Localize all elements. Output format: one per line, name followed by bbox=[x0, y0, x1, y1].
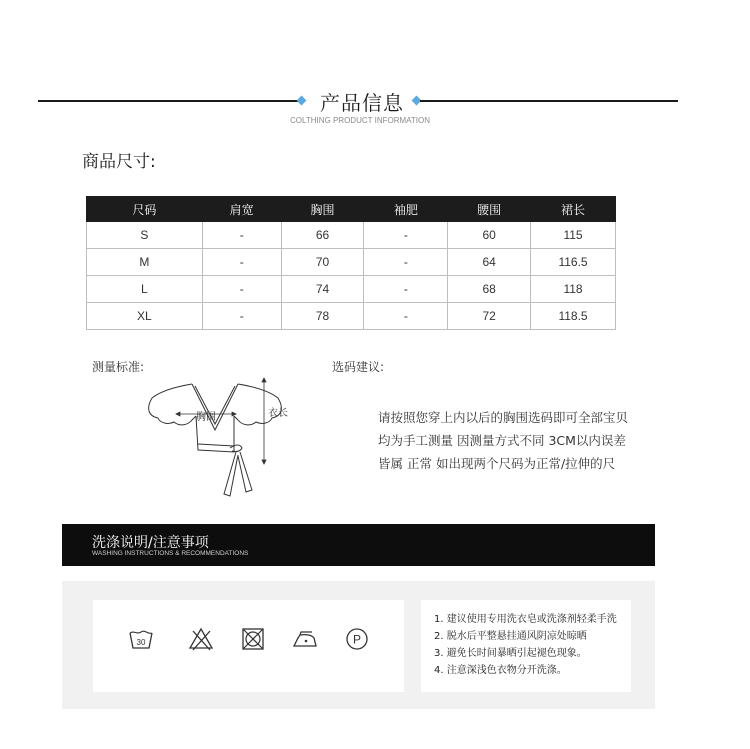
length-label: 衣长 bbox=[268, 408, 288, 419]
advice-line: 均为手工测量 因测量方式不同 3CM以内误差 bbox=[378, 433, 626, 448]
size-section-title: 商品尺寸: bbox=[82, 152, 156, 172]
advice-line: 请按照您穿上内以后的胸围选码即可全部宝贝 bbox=[378, 410, 629, 425]
iron-low-icon bbox=[292, 626, 318, 652]
wrap-top-drawing bbox=[140, 372, 300, 517]
measure-label: 测量标准: bbox=[92, 360, 145, 374]
table-row bbox=[87, 276, 616, 303]
garment-illustration bbox=[140, 372, 300, 517]
table-cell: 60 bbox=[448, 222, 531, 249]
list-item: 3. 避免长时间暴晒引起褪色现象。 bbox=[434, 648, 587, 659]
table-cell: XL bbox=[87, 303, 203, 330]
table-cell: 116.5 bbox=[531, 249, 616, 276]
table-row bbox=[87, 303, 616, 330]
table-cell: 78 bbox=[281, 303, 364, 330]
washing-subtitle: WASHING INSTRUCTIONS & RECOMMENDATIONS bbox=[92, 550, 249, 557]
list-item: 2. 脱水后平整悬挂通风阴凉处晾晒 bbox=[434, 631, 587, 642]
table-cell: 115 bbox=[531, 222, 616, 249]
column-header-bust: 胸围 bbox=[281, 197, 364, 222]
table-cell: M bbox=[87, 249, 203, 276]
wash-temp-label: 30 bbox=[136, 638, 146, 647]
size-advice bbox=[378, 406, 638, 475]
column-header-sleeve: 袖肥 bbox=[364, 197, 448, 222]
table-cell: - bbox=[364, 303, 448, 330]
no-tumble-dry-icon bbox=[240, 626, 266, 652]
table-cell: - bbox=[364, 249, 448, 276]
table-cell: 72 bbox=[448, 303, 531, 330]
table-cell: 66 bbox=[281, 222, 364, 249]
table-cell: 68 bbox=[448, 276, 531, 303]
table-cell: - bbox=[202, 276, 281, 303]
washing-title: 洗涤说明/注意事项 bbox=[92, 535, 209, 551]
list-item: 1. 建议使用专用洗衣皂或洗涤剂轻柔手洗 bbox=[434, 614, 617, 625]
header-rule-right bbox=[420, 100, 678, 102]
table-row bbox=[87, 249, 616, 276]
size-table bbox=[86, 196, 616, 330]
advice-line: 皆属 正常 如出现两个尺码为正常/拉伸的尺 bbox=[378, 456, 616, 471]
table-cell: 70 bbox=[281, 249, 364, 276]
chest-label: 胸围 bbox=[196, 412, 216, 423]
page-title: 产品信息 bbox=[320, 91, 404, 115]
table-cell: L bbox=[87, 276, 203, 303]
table-cell: - bbox=[202, 222, 281, 249]
table-cell: - bbox=[202, 249, 281, 276]
page-subtitle: COLTHING PRODUCT INFORMATION bbox=[290, 116, 430, 125]
table-row bbox=[87, 222, 616, 249]
table-cell: 118 bbox=[531, 276, 616, 303]
size-table-header bbox=[87, 197, 616, 222]
table-cell: 74 bbox=[281, 276, 364, 303]
table-cell: S bbox=[87, 222, 203, 249]
column-header-shoulder: 肩宽 bbox=[202, 197, 281, 222]
column-header-length: 裙长 bbox=[531, 197, 616, 222]
dry-clean-letter: P bbox=[352, 632, 362, 647]
care-notes-list bbox=[434, 611, 630, 679]
dry-clean-p-icon bbox=[344, 626, 370, 652]
size-suggestion-label: 选码建议: bbox=[332, 360, 385, 374]
table-cell: 64 bbox=[448, 249, 531, 276]
list-item: 4. 注意深浅色衣物分开洗涤。 bbox=[434, 665, 567, 676]
table-cell: - bbox=[364, 222, 448, 249]
table-cell: - bbox=[364, 276, 448, 303]
table-cell: - bbox=[202, 303, 281, 330]
table-cell: 118.5 bbox=[531, 303, 616, 330]
column-header-waist: 腰围 bbox=[448, 197, 531, 222]
wash-30-icon bbox=[128, 626, 154, 652]
no-bleach-icon bbox=[188, 626, 214, 652]
header-diamond-left-icon bbox=[297, 96, 307, 106]
column-header-size: 尺码 bbox=[87, 197, 203, 222]
header-rule-left bbox=[38, 100, 300, 102]
